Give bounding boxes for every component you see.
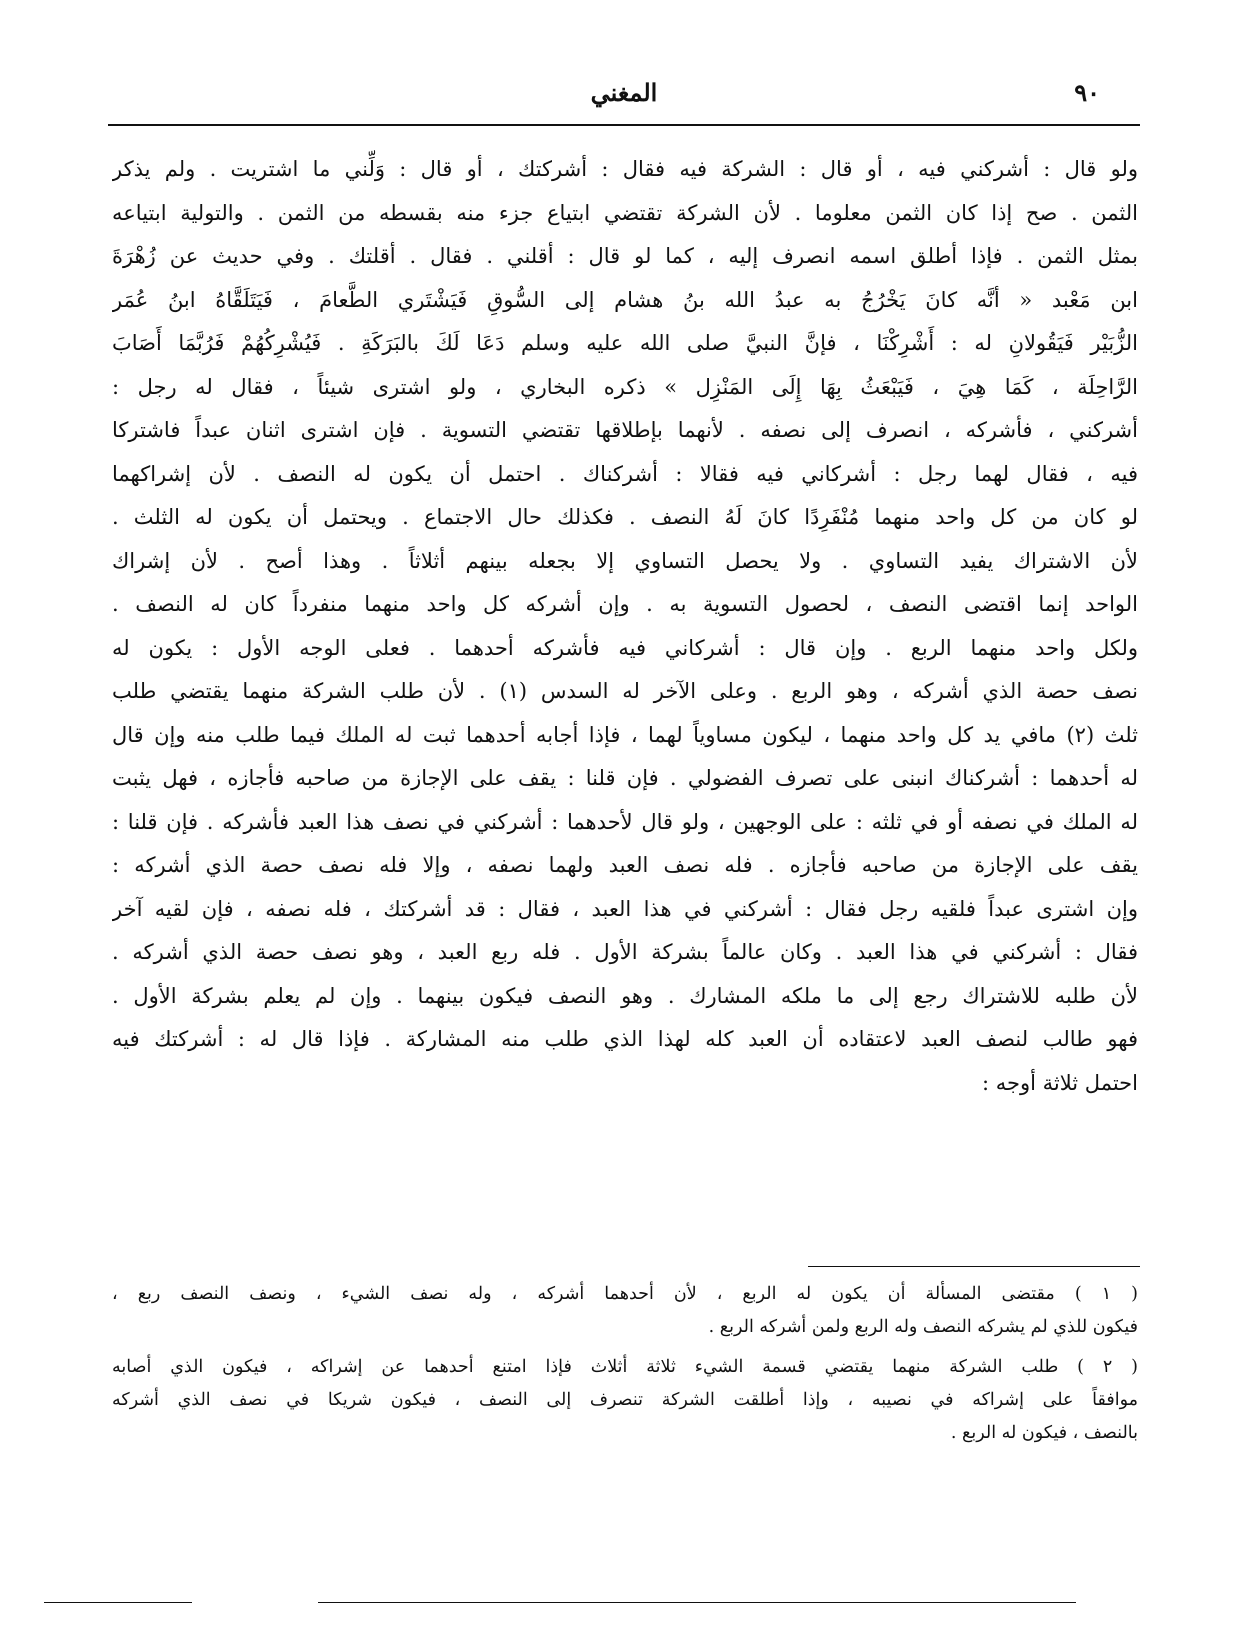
text-line: الواحد إنما اقتضى النصف ، لحصول التسوية به . وإن أشركه كل واحد منهما منفرداً كان له النصف . xyxy=(112,592,1138,616)
text-line: له الملك في نصفه أو في ثلثه : على الوجهين ، ولو قال لأحدهما : أشركني في نصف هذا العبد فأشركه . فإن قلنا : xyxy=(112,809,1138,834)
text-line: ابن مَعْبد « أنَّه كانَ يَخْرُجُ به عبدُ الله بنُ هشام إلى السُّوقِ فَيَشْتَري الطَّعامَ ، فَيَتَلَقَّاهُ ابنُ عُمَر xyxy=(112,287,1138,312)
text-line: فقال : أشركني في هذا العبد . وكان عالماً بشركة الأول . فله ربع العبد ، وهو نصف حصة الذي أشركه . xyxy=(112,940,1138,964)
text-line: وإن اشترى عبداً فلقيه رجل فقال : أشركني في هذا العبد ، فقال : قد أشركتك ، فله نصفه ، فإن لقيه آخر xyxy=(112,896,1138,921)
text-line: ولو قال : أشركني فيه ، أو قال : الشركة فيه فقال : أشركتك ، أو قال : وَلِّني ما اشتريت . ولم يذكر xyxy=(112,157,1138,181)
bottom-rule-right xyxy=(318,1602,1076,1603)
text-line: الزُّبَيْر فَيَقُولانِ له : أَشْرِكْنَا ، فإنَّ النبيَّ صلى الله عليه وسلم دَعَا لَكَ بالبَرَكَةِ . فَيُشْرِكُهُمْ فَرُبَّمَا أَصَابَ xyxy=(112,331,1138,355)
footnote-separator xyxy=(808,1266,1140,1267)
text-line: بمثل الثمن . فإذا أطلق اسمه انصرف إليه ، كما لو قال : أقلني . فقال . أقلتك . وفي حديث عن زُهْرَةَ xyxy=(112,244,1138,268)
bottom-rule-left xyxy=(44,1602,192,1603)
text-line: ثلث (٢) مافي يد كل واحد منهما ، ليكون مساوياً لهما ، فإذا أجابه أحدهما ثبت له الملك فيما طلب منه وإن قال xyxy=(112,722,1138,747)
text-line: فهو طالب لنصف العبد لاعتقاده أن العبد كله لهذا الذي طلب منه المشاركة . فإذا قال له : أشركتك فيه xyxy=(112,1027,1138,1051)
text-line: له أحدهما : أشركناك انبنى على تصرف الفضولي . فإن قلنا : يقف على الإجازة من صاحبه فأجازه ، فهل يثبت xyxy=(112,766,1138,790)
text-line: نصف حصة الذي أشركه ، وهو الربع . وعلى الآخر له السدس (١) . لأن طلب الشركة منهما يقتضي طلب xyxy=(112,679,1138,703)
text-line: لأن طلبه للاشتراك رجع إلى ما ملكه المشارك . وهو النصف فيكون بينهما . وإن لم يعلم بشركة الأول . xyxy=(112,983,1138,1008)
footnote-2-line: ( ٢ ) طلب الشركة منهما يقتضي قسمة الشيء ثلاثة أثلاث فإذا امتنع أحدهما عن إشراكه ، فيكون الذي أصابه xyxy=(112,1357,1138,1377)
running-title: المغني xyxy=(590,78,658,107)
footnote-2-line: موافقاً على إشراكه في نصيبه ، وإذا أطلقت الشركة تنصرف إلى النصف ، فيكون شريكا في نصف الذي أشركه xyxy=(112,1390,1138,1410)
text-line: الرَّاحِلَة ، كَمَا هِيَ ، فَيَبْعَثُ بِهَا إِلَى المَنْزِل » ذكره البخاري ، ولو اشترى شيئاً ، فقال له رجل : xyxy=(112,374,1138,399)
footnotes xyxy=(112,1278,1138,1450)
main-text xyxy=(112,148,1138,1105)
text-line: فيه ، فقال لهما رجل : أشركاني فيه فقالا : أشركناك . احتمل أن يكون له النصف . لأن إشراكهما xyxy=(112,461,1138,486)
text-line: ولكل واحد منهما الربع . وإن قال : أشركاني فيه فأشركه أحدهما . فعلى الوجه الأول : يكون له xyxy=(112,635,1138,660)
text-line: لأن الاشتراك يفيد التساوي . ولا يحصل التساوي إلا بجعله بينهم أثلاثاً . وهذا أصح . لأن إشراك xyxy=(112,548,1138,573)
footnote-1-line: فيكون للذي لم يشركه النصف وله الربع ولمن أشركه الربع . xyxy=(708,1317,1138,1337)
page-header xyxy=(108,78,1140,118)
footnote-2-line: بالنصف ، فيكون له الربع . xyxy=(950,1423,1138,1443)
header-rule xyxy=(108,124,1140,126)
text-line: الثمن . صح إذا كان الثمن معلوما . لأن الشركة تقتضي ابتياع جزء منه بقسطه من الثمن . والتولية ابتياعه xyxy=(112,200,1138,225)
text-line: أشركني ، فأشركه ، انصرف إلى نصفه . لأنهما بإطلاقها تقتضي التسوية . فإن اشترى اثنان عبداً فاشتركا xyxy=(112,418,1138,442)
page-number: ٩٠ xyxy=(1074,78,1100,107)
footnote-1-line: ( ١ ) مقتضى المسألة أن يكون له الربع ، لأن أحدهما أشركه ، وله نصف الشيء ، ونصف النصف ربع ، xyxy=(112,1284,1138,1304)
text-line: احتمل ثلاثة أوجه : xyxy=(982,1070,1138,1095)
text-line: لو كان من كل واحد منهما مُنْفَرِدًا كانَ لَهُ النصف . فكذلك حال الاجتماع . ويحتمل أن يكون له الثلث . xyxy=(112,505,1138,529)
text-line: يقف على الإجازة من صاحبه فأجازه . فله نصف العبد ولهما نصفه ، وإلا فله نصف حصة الذي أشركه : xyxy=(112,853,1138,877)
